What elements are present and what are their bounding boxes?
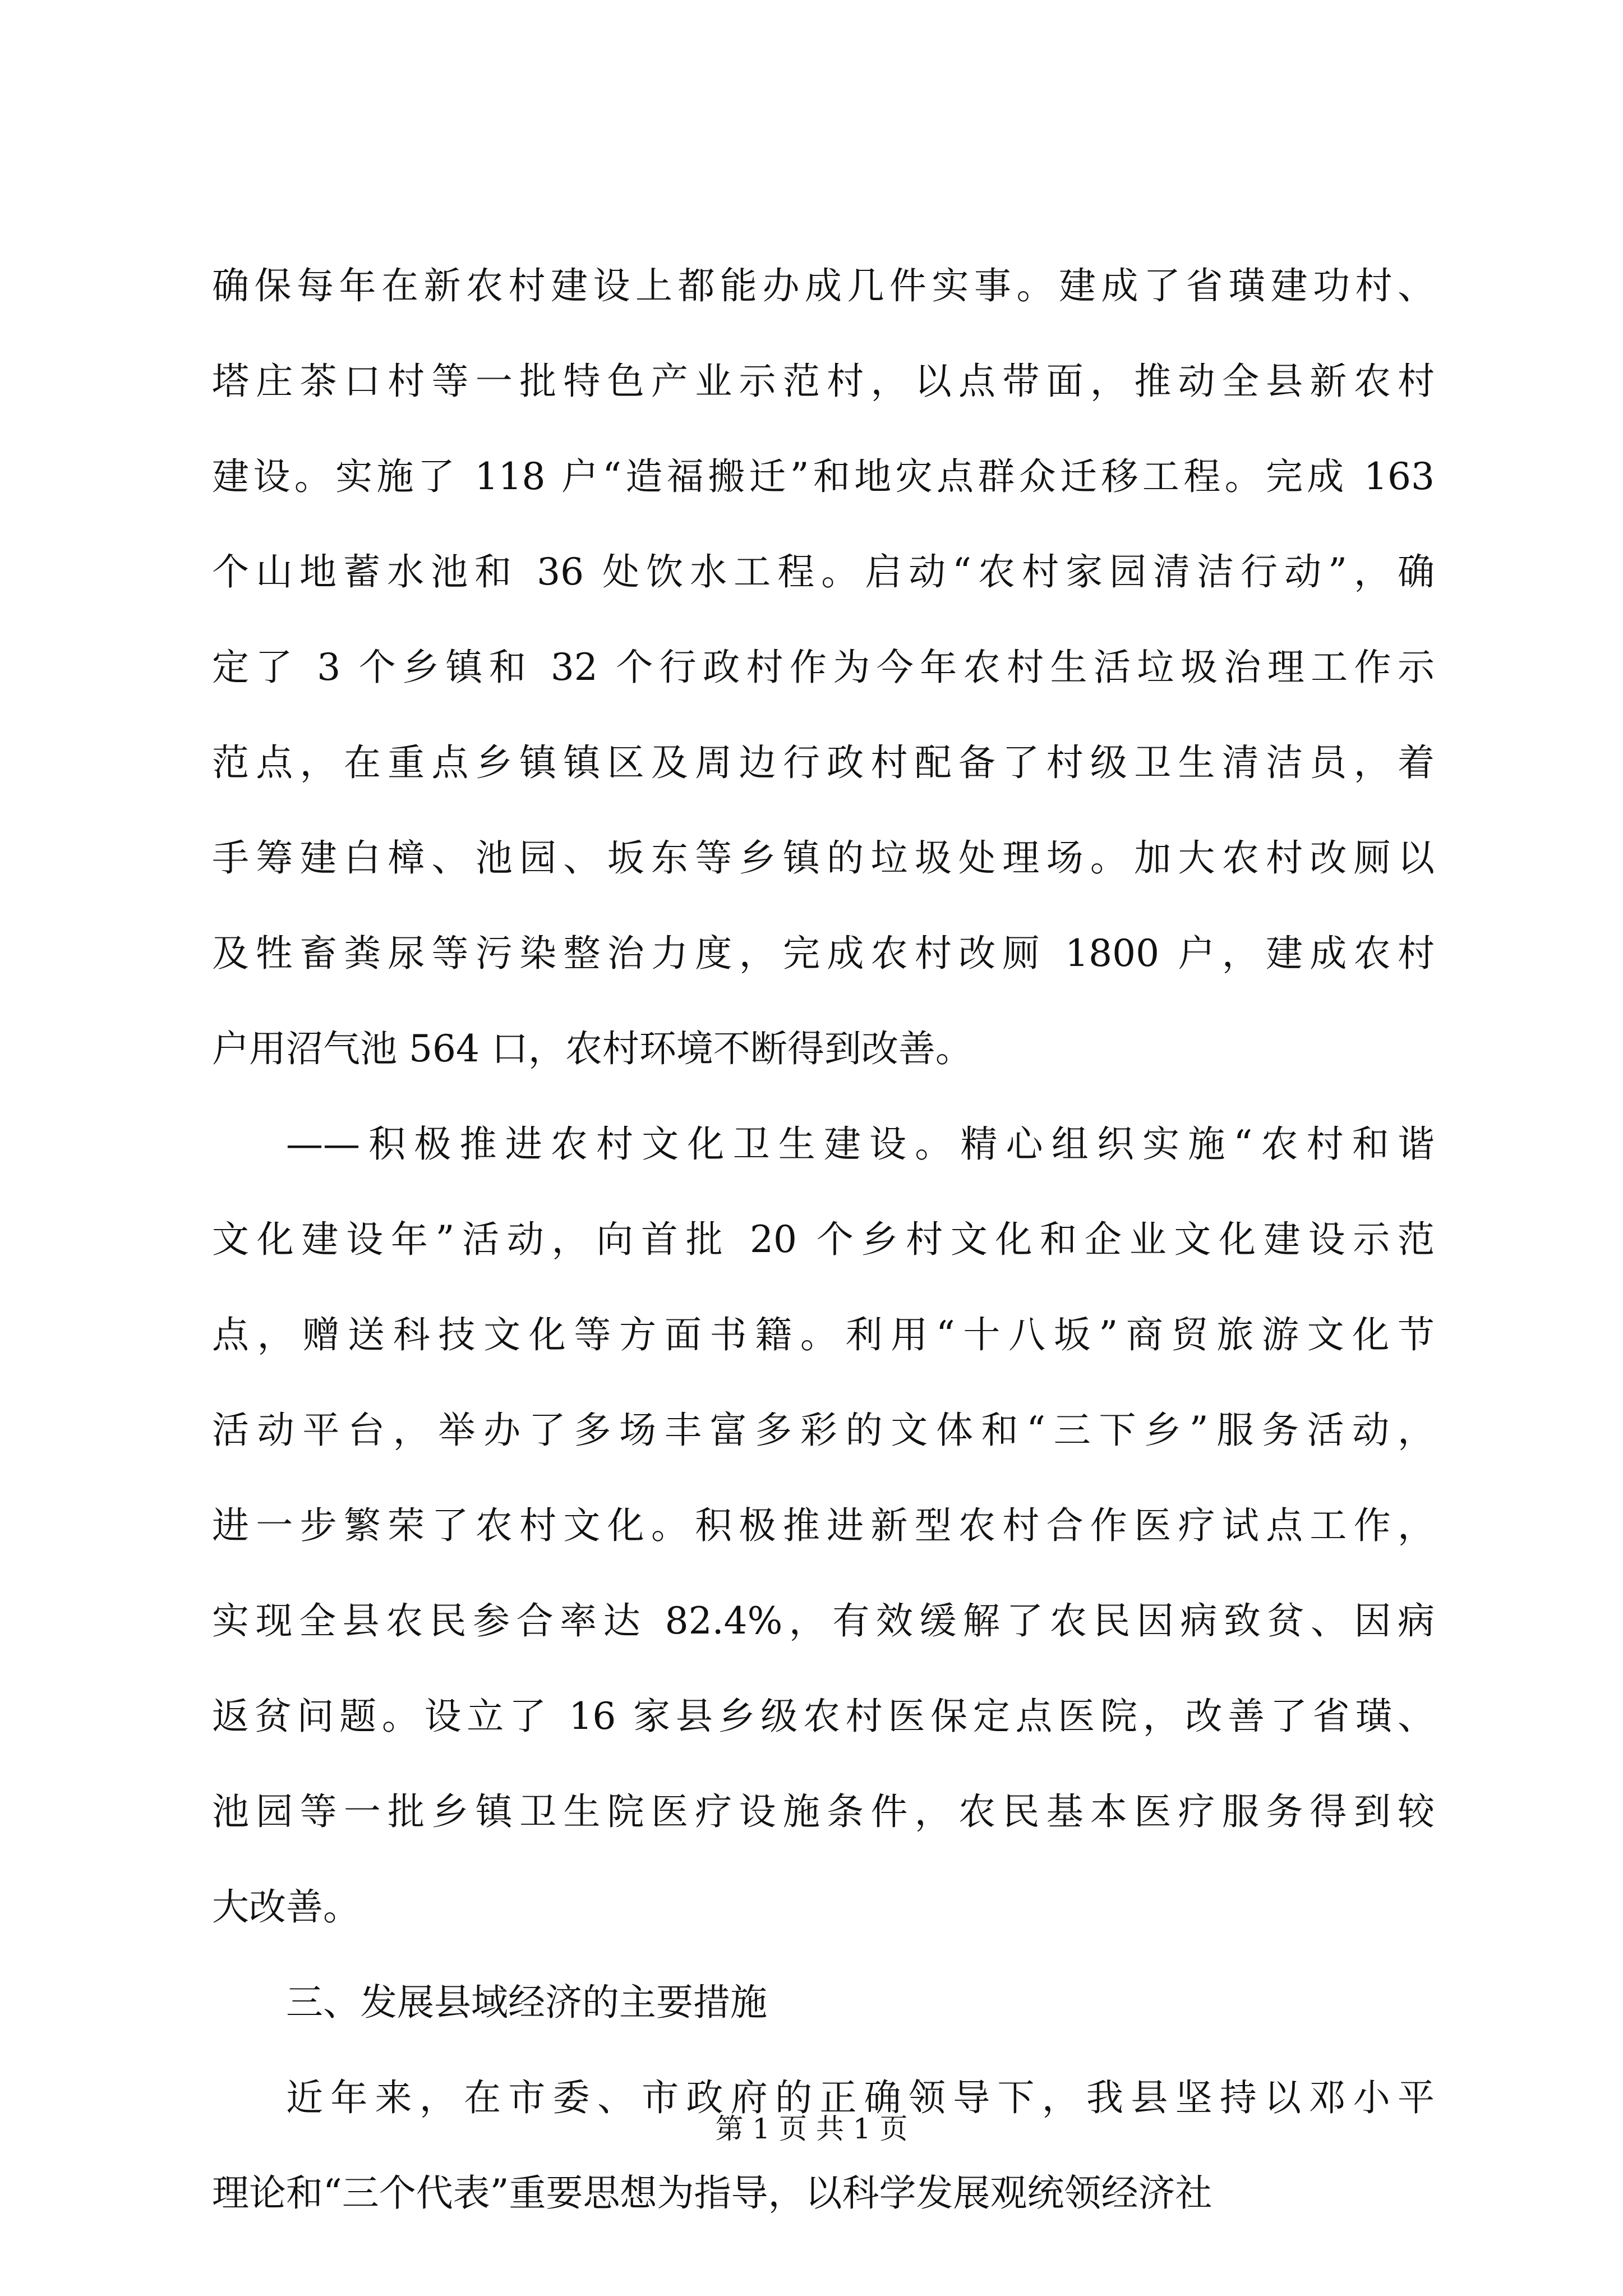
text-line: 文化建设年”活动，向首批 20 个乡村文化和企业文化建设示范 xyxy=(212,1218,1435,1261)
text-line: 进一步繁荣了农村文化。积极推进新型农村合作医疗试点工作， xyxy=(212,1504,1435,1547)
paragraph-culture-health xyxy=(212,1097,1435,1955)
text-line: 定了 3 个乡镇和 32 个行政村作为今年农村生活垃圾治理工作示 xyxy=(212,646,1435,689)
text-line: 理论和“三个代表”重要思想为指导，以科学发展观统领经济社 xyxy=(212,2171,1212,2215)
text-line: 建设。实施了 118 户“造福搬迁”和地灾点群众迁移工程。完成 163 xyxy=(212,455,1435,498)
document-body xyxy=(212,238,1435,2241)
text-line: 及牲畜粪尿等污染整治力度，完成农村改厕 1800 户，建成农村 xyxy=(212,932,1435,975)
text-line: 返贫问题。设立了 16 家县乡级农村医保定点医院，改善了省璜、 xyxy=(212,1695,1435,1738)
page-footer: 第 1 页 共 1 页 xyxy=(715,2113,908,2145)
text-line: 个山地蓄水池和 36 处饮水工程。启动“农村家园清洁行动”，确 xyxy=(212,550,1435,593)
text-line: 户用沼气池 564 口，农村环境不断得到改善。 xyxy=(212,1027,972,1070)
text-line: 三、发展县域经济的主要措施 xyxy=(286,1981,767,2024)
paragraph-rural-construction-continued xyxy=(212,238,1435,1097)
text-line: 实现全县农民参合率达 82.4%，有效缓解了农民因病致贫、因病 xyxy=(212,1599,1435,1642)
text-line: 近年来，在市委、市政府的正确领导下，我县坚持以邓小平 xyxy=(286,2076,1435,2119)
text-line: 塔庄茶口村等一批特色产业示范村，以点带面，推动全县新农村 xyxy=(212,360,1435,403)
text-line: 大改善。 xyxy=(212,1885,360,1929)
text-line: 点，赠送科技文化等方面书籍。利用“十八坂”商贸旅游文化节 xyxy=(212,1313,1435,1356)
text-line: ——积极推进农村文化卫生建设。精心组织实施“农村和谐 xyxy=(286,1122,1435,1166)
text-line: 池园等一批乡镇卫生院医疗设施条件，农民基本医疗服务得到较 xyxy=(212,1790,1435,1833)
text-line: 活动平台，举办了多场丰富多彩的文体和“三下乡”服务活动， xyxy=(212,1409,1435,1452)
section-heading-main-measures xyxy=(212,1955,1435,2050)
text-line: 确保每年在新农村建设上都能办成几件实事。建成了省璜建功村、 xyxy=(212,264,1435,307)
text-line: 范点，在重点乡镇镇区及周边行政村配备了村级卫生清洁员，着 xyxy=(212,741,1435,784)
text-line: 手筹建白樟、池园、坂东等乡镇的垃圾处理场。加大农村改厕以 xyxy=(212,836,1435,880)
